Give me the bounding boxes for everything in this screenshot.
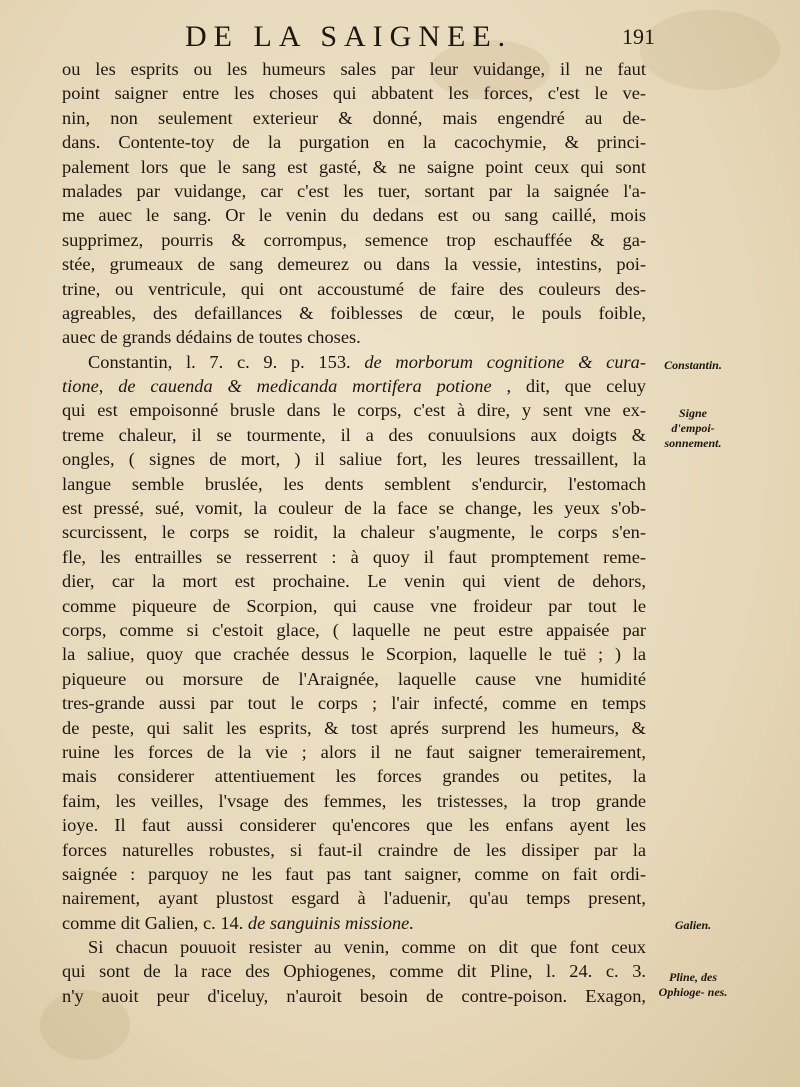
line-text: trine, ou ventricule, qui ont accoustumé de faire des couleurs des- [62, 278, 646, 299]
line-text: ou les esprits ou les humeurs sales par leur vuidange, il ne faut [62, 59, 646, 79]
line-text: de peste, qui salit les esprits, & tost aprés surprend les humeurs, & [62, 717, 646, 738]
margin-note: Galien. [674, 918, 712, 932]
text-line [62, 569, 646, 593]
text-line [62, 423, 646, 447]
line-text: piqueure ou morsure de l'Araignée, laquelle cause vne humidité [62, 668, 646, 689]
line-text: , dit, que celuy [491, 376, 646, 397]
line-text: scurcissent, le corps se roidit, la chaleur s'augmente, le corps s'en- [62, 522, 646, 543]
line-text: dans. Contente-toy de la purgation en la cacochymie, & princi- [62, 132, 646, 153]
italic-citation: de sanguinis missione. [247, 912, 414, 933]
line-text: la saliue, quoy que crachée dessus le Scorpion, laquelle le tuë ; ) la [62, 644, 646, 665]
text-line [62, 789, 646, 813]
text-line [62, 838, 646, 862]
line-text: saignée : parquoy ne les faut pas tant saigner, comme on fait ordi- [62, 863, 646, 884]
text-line [62, 228, 646, 252]
line-text: auec de grands dédains de toutes choses. [62, 327, 361, 348]
line-text: faim, les veilles, l'vsage des femmes, les tristesses, la trop grande [62, 790, 646, 811]
text-line [62, 667, 646, 691]
text-line [62, 398, 646, 422]
margin-note: Pline, des Ophioge- nes. [658, 970, 728, 999]
text-line [62, 886, 646, 910]
margin-note: Signe d'empoi- sonnement. [664, 406, 722, 450]
line-text: point saigner entre les choses qui abbatent les forces, c'est le ve- [62, 83, 646, 104]
text-line [62, 642, 646, 666]
text-line [62, 81, 646, 105]
line-text: langue semble bruslée, les dents semblent s'endurcir, l'estomach [62, 473, 646, 494]
running-head: DE LA SAIGNEE. [185, 20, 513, 53]
line-text: corps, comme si c'estoit glace, ( laquelle ne peut estre appaisée par [62, 619, 646, 640]
text-line [62, 813, 646, 837]
text-line [62, 374, 646, 398]
text-line [62, 496, 646, 520]
text-line [62, 447, 646, 471]
line-text: Si chacun pouuoit resister au venin, comme on dit que font ceux [88, 937, 646, 958]
line-text: ongles, ( signes de mort, ) il saliue fort, les leures tressaillent, la [62, 449, 646, 470]
text-line [62, 545, 646, 569]
line-text: ruine les forces de la vie ; alors il ne faut saigner temerairement, [62, 741, 646, 762]
text-line [62, 911, 646, 935]
line-text: qui est empoisonné brusle dans le corps, c'est à dire, y sent vne ex- [62, 400, 646, 421]
text-line [62, 594, 646, 618]
text-line [62, 959, 646, 983]
line-text: dier, car la mort est prochaine. Le venin qui vient de dehors, [62, 571, 646, 592]
text-line [62, 203, 646, 227]
text-line [62, 618, 646, 642]
text-line [62, 325, 646, 349]
text-line [62, 691, 646, 715]
text-line [62, 155, 646, 179]
text-line [62, 862, 646, 886]
line-text: fle, les entrailles se resserrent : à quoy il faut promptement reme- [62, 546, 646, 567]
text-line [62, 57, 646, 81]
text-line [62, 130, 646, 154]
page-number: 191 [622, 24, 655, 49]
text-line [62, 764, 646, 788]
line-text: forces naturelles robustes, si faut-il craindre de les dissiper par la [62, 839, 646, 860]
text-line [62, 520, 646, 544]
text-line [62, 301, 646, 325]
line-text: tres-grande aussi par tout le corps ; l'air infecté, comme en temps [62, 693, 646, 714]
line-text: stée, grumeaux de sang demeurez ou dans la vessie, intestins, poi- [62, 254, 646, 275]
text-line [62, 179, 646, 203]
line-text: treme chaleur, il se tourmente, il a des conuulsions aux doigts & [62, 424, 646, 445]
italic-citation: de morborum cognitione & cura- [364, 351, 646, 372]
text-line [62, 716, 646, 740]
text-line [62, 350, 646, 374]
italic-citation: tione, de cauenda & medicanda mortifera potione [62, 376, 492, 397]
line-text: est pressé, sué, vomit, la couleur de la face se change, les yeux s'ob- [62, 498, 646, 519]
margin-note: Constantin. [664, 358, 722, 372]
line-text: qui sont de la race des Ophiogenes, comme dit Pline, l. 24. c. 3. [62, 961, 646, 982]
text-line [62, 252, 646, 276]
line-text: me auec le sang. Or le venin du dedans est ou sang caillé, mois [62, 205, 646, 226]
line-text: ioye. Il faut aussi considerer qu'encores que les enfans ayent les [62, 815, 646, 836]
text-line [62, 106, 646, 130]
paper-stain [640, 10, 780, 90]
text-body [62, 57, 646, 1008]
line-text: nairement, ayant plustost esgard à l'aduenir, qu'au temps present, [62, 888, 646, 909]
text-line [62, 984, 646, 1008]
line-text: comme piqueure de Scorpion, qui cause vne froideur par tout le [62, 595, 646, 616]
line-text: mais considerer attentiuement les forces grandes ou petites, la [62, 766, 646, 787]
page-header [185, 20, 655, 54]
text-line [62, 740, 646, 764]
line-text: malades par vuidange, car c'est les tuer, sortant par la saignée l'a- [62, 180, 646, 201]
line-text: Constantin, l. 7. c. 9. p. 153. [88, 351, 365, 372]
text-line [62, 277, 646, 301]
text-line [62, 935, 646, 959]
line-text: comme dit Galien, c. 14. [62, 912, 248, 933]
line-text: agreables, des defaillances & foiblesses de cœur, le pouls foible, [62, 302, 646, 323]
line-text: supprimez, pourris & corrompus, semence trop eschauffée & ga- [62, 229, 646, 250]
line-text: n'y auoit peur d'iceluy, n'auroit besoin de contre-poison. Exagon, [62, 985, 646, 1006]
line-text: palement lors que le sang est gasté, & ne saigne point ceux qui sont [62, 156, 646, 177]
line-text: nin, non seulement exterieur & donné, mais engendré au de- [62, 107, 646, 128]
text-line [62, 472, 646, 496]
